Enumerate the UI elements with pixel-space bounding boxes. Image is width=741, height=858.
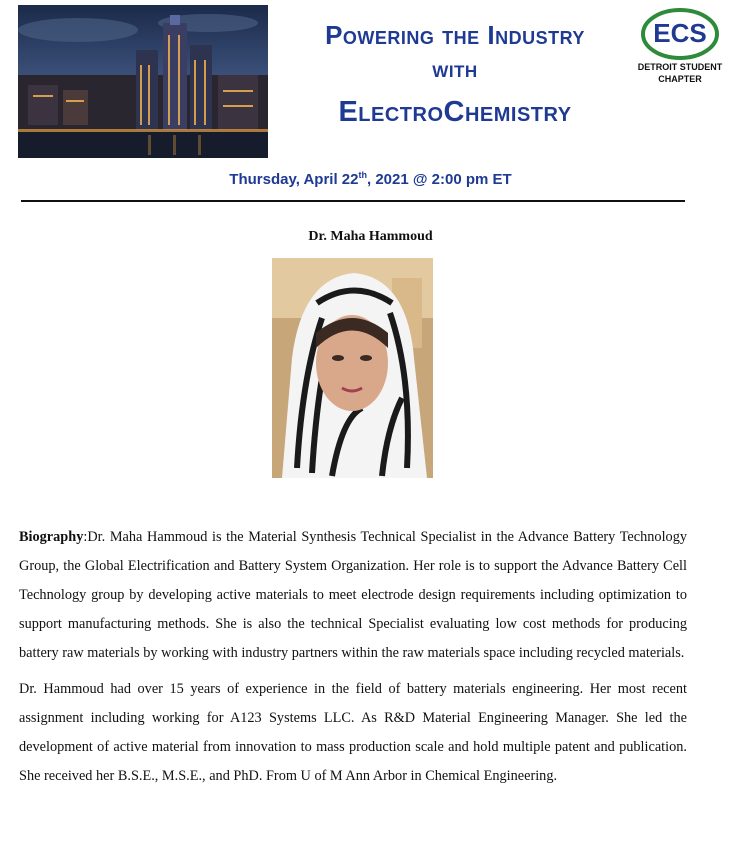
date-sup: th [358, 170, 367, 180]
speaker-photo [272, 258, 433, 478]
logo-caption-1: DETROIT STUDENT [637, 62, 723, 72]
logo-caption-2: CHAPTER [658, 74, 702, 84]
divider [21, 200, 685, 202]
title-line-1: Powering the Industry [325, 20, 585, 50]
date-suffix: , 2021 @ 2:00 pm ET [367, 171, 512, 188]
biography [19, 523, 687, 798]
event-date [0, 170, 741, 188]
date-prefix: Thursday, April 22 [229, 171, 359, 188]
bio-paragraph-2: Dr. Hammoud had over 15 years of experience in the field of battery materials engineering. Her most recent assignment including working for A123 Systems LLC. As R&D Material Engineering Manager. She led the development of active material from innovation to mass production scale and hold multiple patent and publication. She received her B.S.E., M.S.E., and PhD. From U of M Ann Arbor in Chemical Engineering. [19, 681, 687, 784]
ecs-logo-mark [641, 8, 719, 60]
speaker-name: Dr. Maha Hammoud [308, 229, 433, 244]
bio-label: Biography [19, 529, 84, 545]
ecs-logo [626, 8, 734, 84]
detroit-skyline-image [18, 5, 268, 158]
title-line-3: ElectroChemistry [338, 96, 572, 128]
bio-paragraph-1 [19, 523, 687, 668]
ecs-logo-text: ECS [653, 18, 707, 48]
bio-text-1: :Dr. Maha Hammoud is the Material Synthesis Technical Specialist in the Advance Battery Technology Group, the Global Electrification and Battery System Organization. Her role is to support the Advance Battery Cell Technology group by developing active materials to meet electrode design requirements including optimization to support manufacturing methods. She is also the technical Specialist evaluating low cost methods for producing battery raw materials by working with industry partners within the raw materials space including recycled materials. [19, 529, 687, 661]
event-title [270, 18, 640, 127]
title-line-2: with [432, 56, 478, 83]
